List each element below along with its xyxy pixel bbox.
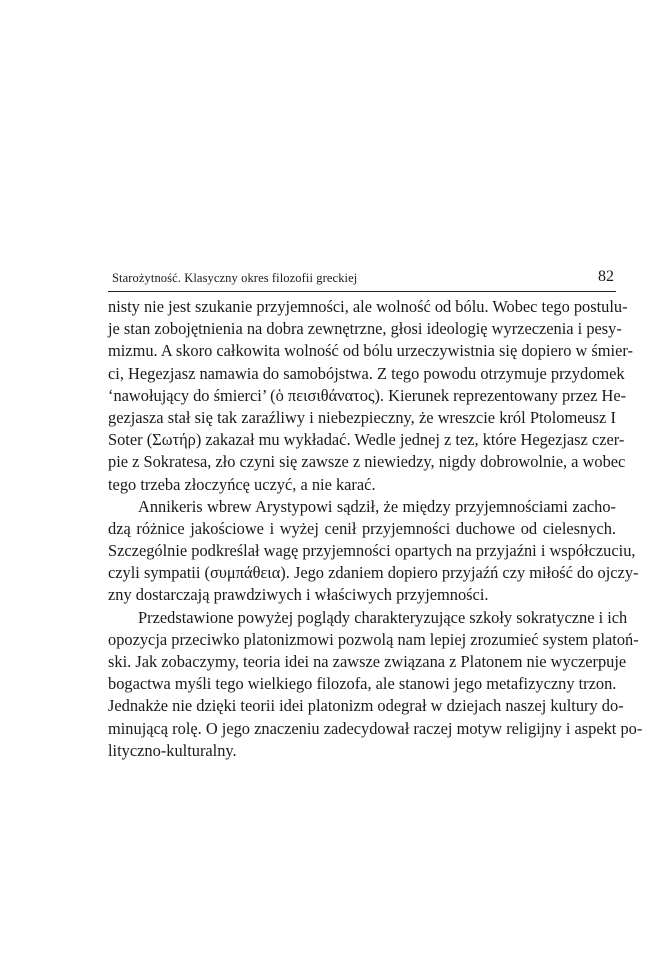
text-line: ski. Jak zobaczymy, teoria idei na zawsze związana z Platonem nie wyczerpuje [108,652,627,671]
text-line: czyli sympatii (συμπάθεια). Jego zdaniem dopiero przyjaźń czy miłość do ojczy- [108,563,639,583]
text-line: Annikeris wbrew Arystypowi sądził, że między przyjemnościami zacho- [138,496,616,516]
text-line: nisty nie jest szukanie przyjemności, ale wolność od bólu. Wobec tego postulu- [108,297,628,316]
paragraph-3 [108,607,643,762]
running-title: Starożytność. Klasyczny okres filozofii greckiej [112,271,358,285]
text-line: tego trzeba złoczyńcę uczyć, a nie karać. [108,474,376,494]
text-line: bogactwa myśli tego wielkiego filozofa, ale stanowi jego metafizyczny trzon. [108,674,617,694]
body-text [108,296,643,762]
text-line: Jednakże nie dzięki teorii idei platonizm odegrał w dziejach naszej kultury do- [108,696,624,716]
text-line: lityczno-kulturalny. [108,740,237,760]
text-line: mizmu. A skoro całkowita wolność od bólu urzeczywistnia się dopiero w śmier- [108,341,633,361]
text-line: Soter (Σωτήρ) zakazał mu wykładać. Wedle jednej z tez, które Hegezjasz czer- [108,430,625,450]
text-line: Szczególnie podkreślał wagę przyjemności opartych na przyjaźni i współczuciu, [108,541,636,561]
header-rule [108,291,616,292]
text-line: dzą różnice jakościowe i wyżej cenił przyjemności duchowe od cielesnych. [108,518,616,538]
text-line: je stan zobojętnienia na dobra zewnętrzne, głosi ideologię wyrzeczenia i pesy- [108,319,622,339]
paragraph-2 [108,496,639,607]
text-line: ci, Hegezjasz namawia do samobójstwa. Z tego powodu otrzymuje przydomek [108,363,625,383]
page-number: 82 [598,268,614,285]
text-line: pie z Sokratesa, zło czyni się zawsze z niewiedzy, nigdy dobrowolnie, a wobec [108,452,626,472]
running-head [108,268,616,290]
text-line: Przedstawione powyżej poglądy charakteryzujące szkoły sokratyczne i ich [138,607,628,627]
text-line: minującą rolę. O jego znaczeniu zadecydował raczej motyw religijny i aspekt po- [108,718,643,738]
paragraph-1 [108,296,633,496]
text-line: zny dostarczają prawdziwych i właściwych przyjemności. [108,585,489,605]
text-line: opozycja przeciwko platonizmowi pozwolą nam lepiej zrozumieć system platoń- [108,629,639,649]
text-line: gezjasza stał się tak zaraźliwy i niebezpieczny, że wreszcie król Ptolomeusz I [108,407,616,427]
text-line: ‘nawołujący do śmierci’ (ὁ πεισιθάνατος). Kierunek reprezentowany przez He- [108,385,627,405]
